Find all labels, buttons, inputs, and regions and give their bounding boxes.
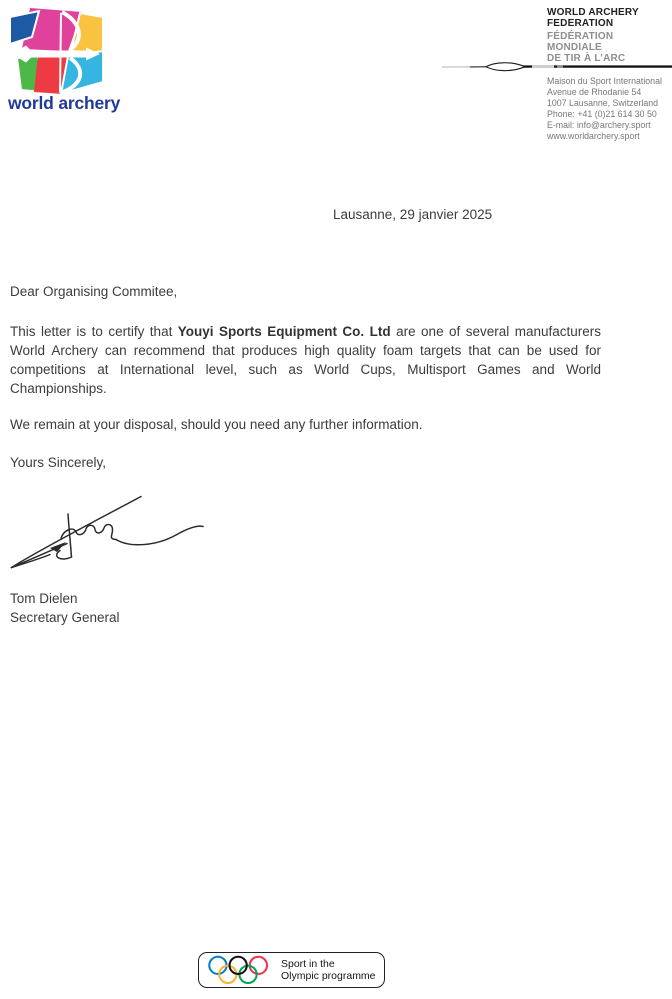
address-line: E-mail: info@archery.sport [547,119,651,130]
federation-name-fr-line: MONDIALE [547,42,602,53]
company-name-bold: Youyi Sports Equipment Co. Ltd [177,324,391,339]
world-archery-logo-icon [10,8,103,94]
address-line: www.worldarchery.sport [547,130,640,141]
olympic-programme-text [281,958,376,982]
federation-name-en-line: WORLD ARCHERY [547,7,639,18]
signoff: Yours Sincerely, [10,455,107,470]
paragraph-text: This letter is to certify that [10,324,178,339]
paragraph-line: World Archery can recommend that produces high quality foam targets that can be used for [10,343,601,358]
federation-name-fr-line: DE TIR À L’ARC [547,53,626,64]
paragraph-text: are one of several manufacturers [390,324,602,339]
address-line: 1007 Lausanne, Switzerland [547,97,659,108]
olympic-text-line: Olympic programme [281,970,376,982]
closing-line: We remain at your disposal, should you need any further information. [10,417,423,432]
body-paragraph [10,322,601,398]
address-block [547,76,662,141]
arrow-rule-icon [440,61,672,72]
dateline: Lausanne, 29 janvier 2025 [333,207,493,222]
paragraph-line: competitions at International level, such as World Cups, Multisport Games and World [10,362,601,377]
paragraph-line [10,322,601,341]
signature-icon [4,486,216,574]
federation-name-en-line: FEDERATION [547,18,614,29]
logo-wordmark: world archery [8,93,121,113]
olympic-rings-icon [206,955,272,986]
federation-name-fr-line: FÉDÉRATION [547,31,614,42]
olympic-text-line: Sport in the [281,958,335,970]
olympic-programme-badge [198,952,385,988]
salutation: Dear Organising Commitee, [10,284,178,299]
address-line: Avenue de Rhodanie 54 [547,86,642,97]
signer-title: Secretary General [10,610,120,625]
address-line: Maison du Sport International [547,76,662,86]
federation-name-block [547,7,639,64]
address-line: Phone: +41 (0)21 614 30 50 [547,108,657,119]
signer-block [10,589,120,627]
signer-name: Tom Dielen [10,591,78,606]
paragraph-line: Championships. [10,381,107,396]
